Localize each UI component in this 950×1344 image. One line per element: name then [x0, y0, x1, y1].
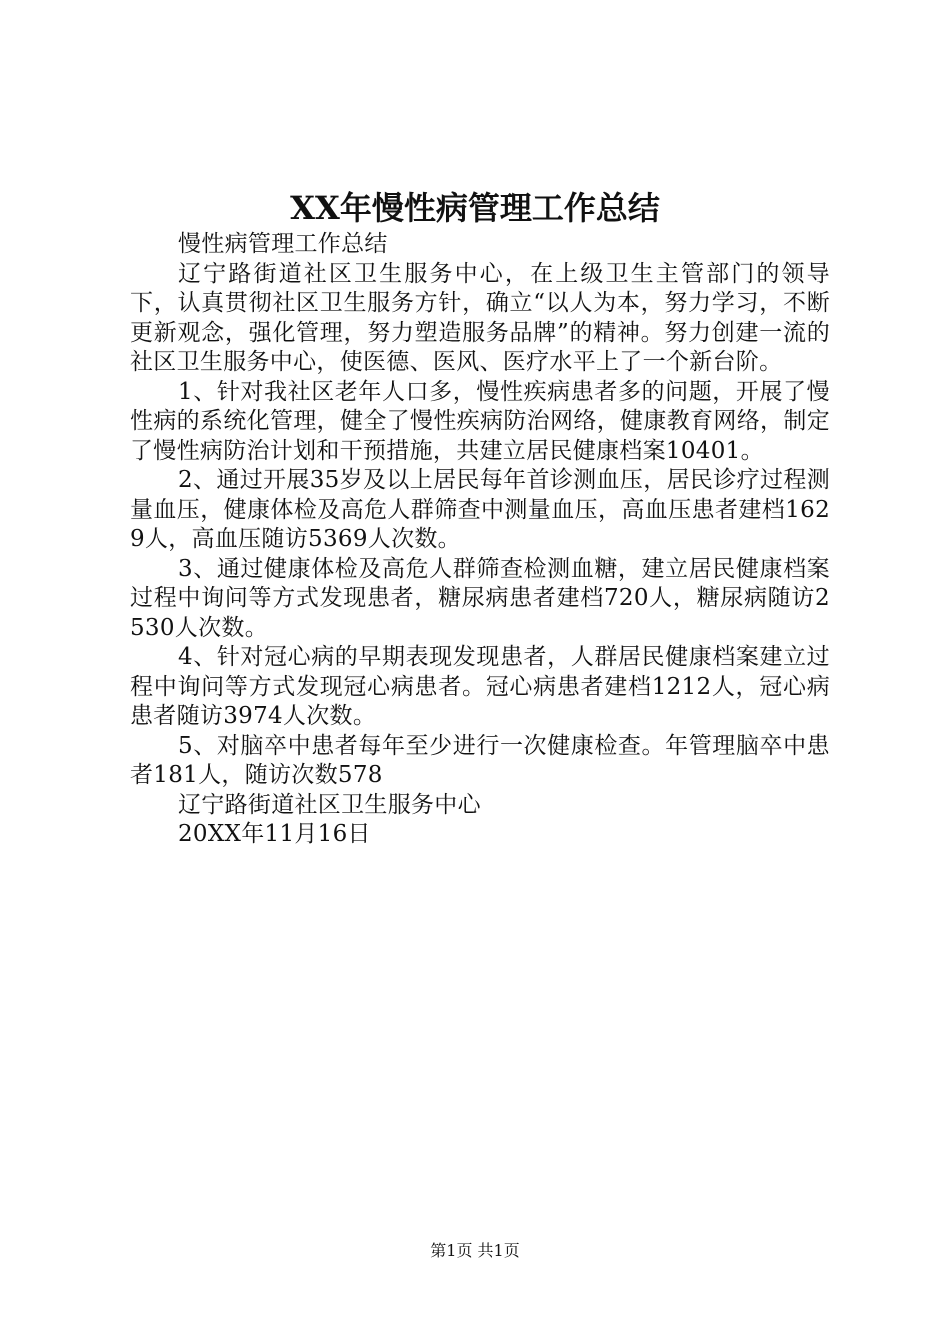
signature-date: 20XX年11月16日	[178, 821, 371, 847]
paragraph-item-4: 4、针对冠心病的早期表现发现患者，人群居民健康档案建立过程中询问等方式发现冠心病患者。冠心病患者建档1212人，冠心病患者随访3974人次数。	[130, 644, 830, 729]
paragraph-subtitle: 慢性病管理工作总结	[178, 231, 388, 257]
paragraph-item-2: 2、通过开展35岁及以上居民每年首诊测血压，居民诊疗过程测量血压，健康体检及高危人群筛查中测量血压，高血压患者建档1629人，高血压随访5369人次数。	[130, 467, 830, 552]
paragraph-item-3: 3、通过健康体检及高危人群筛查检测血糖，建立居民健康档案过程中询问等方式发现患者，糖尿病患者建档720人，糖尿病随访2530人次数。	[130, 555, 830, 641]
document-body	[130, 230, 830, 850]
page-footer: 第1页 共1页	[430, 1241, 520, 1260]
paragraph-intro: 辽宁路街道社区卫生服务中心，在上级卫生主管部门的领导下，认真贯彻社区卫生服务方针，确立“以人为本，努力学习，不断更新观念，强化管理，努力塑造服务品牌”的精神。努力创建一流的社区卫生服务中心，使医德、医风、医疗水平上了一个新台阶。	[130, 260, 830, 375]
paragraph-item-5: 5、对脑卒中患者每年至少进行一次健康检查。年管理脑卒中患者181人，随访次数578	[130, 732, 830, 788]
paragraph-item-1: 1、针对我社区老年人口多，慢性疾病患者多的问题，开展了慢性病的系统化管理，健全了慢性疾病防治网络，健康教育网络，制定了慢性病防治计划和干预措施，共建立居民健康档案10401。	[130, 378, 830, 464]
signature-organization: 辽宁路街道社区卫生服务中心	[178, 791, 481, 818]
document-title: XX年慢性病管理工作总结	[290, 189, 660, 227]
